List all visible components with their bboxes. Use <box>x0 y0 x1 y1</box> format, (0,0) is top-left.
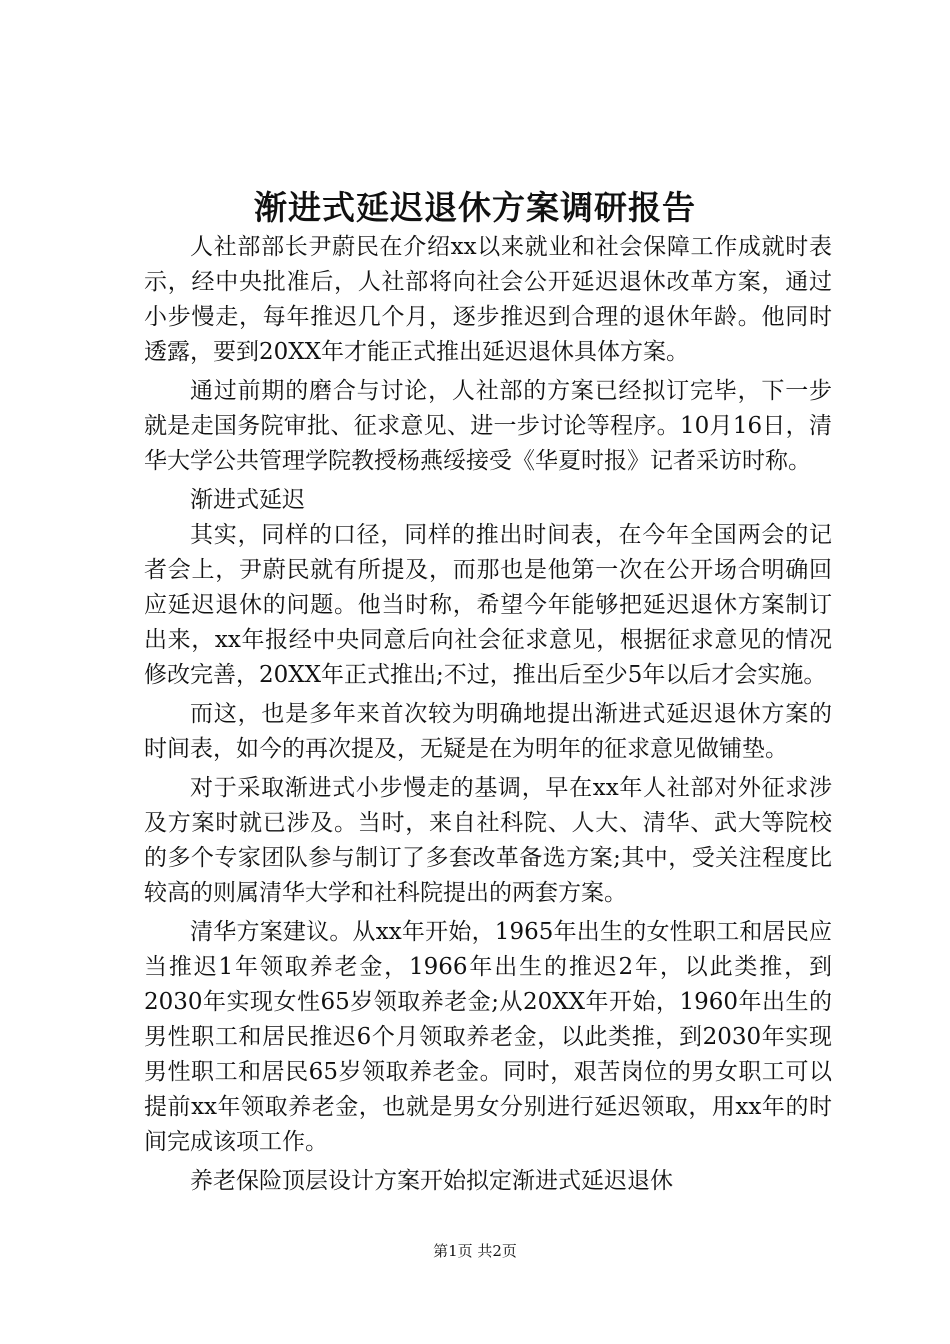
paragraph-progress: 通过前期的磨合与讨论，人社部的方案已经拟订完毕，下一步就是走国务院审批、征求意见、进一步讨论等程序。10月16日，清华大学公共管理学院教授杨燕绥接受《华夏时报》记者采访时称。 <box>144 378 832 474</box>
document-title: 渐进式延迟退休方案调研报告 <box>254 188 696 227</box>
page-number: 第1页 共2页 <box>433 1242 517 1260</box>
paragraph-tsinghua-plan: 清华方案建议。从xx年开始，1965年出生的女性职工和居民应当推迟1年领取养老金，1966年出生的推迟2年，以此类推，到2030年实现女性65岁领取养老金;从20XX年开始，1960年出生的男性职工和居民推迟6个月领取养老金，以此类推，到2030年实现男性职工和居民65岁领取养老金。同时，艰苦岗位的男女职工可以提前xx年领取养老金，也就是男女分别进行延迟领取，用xx年的时间完成该项工作。 <box>144 919 832 1155</box>
section-heading-gradual-delay: 渐进式延迟 <box>190 487 305 513</box>
paragraph-intro: 人社部部长尹蔚民在介绍xx以来就业和社会保障工作成就时表示，经中央批准后，人社部将向社会公开延迟退休改革方案，通过小步慢走，每年推迟几个月，逐步推迟到合理的退休年龄。他同时透露，要到20XX年才能正式推出延迟退休具体方案。 <box>144 234 832 365</box>
paragraph-top-level-design: 养老保险顶层设计方案开始拟定渐进式延迟退休 <box>190 1168 673 1194</box>
paragraph-background: 其实，同样的口径，同样的推出时间表，在今年全国两会的记者会上，尹蔚民就有所提及，而那也是他第一次在公开场合明确回应延迟退休的问题。他当时称，希望今年能够把延迟退休方案制订出来，xx年报经中央同意后向社会征求意见，根据征求意见的情况修改完善，20XX年正式推出;不过，推出后至少5年以后才会实施。 <box>144 522 832 688</box>
paragraph-expert-plans: 对于采取渐进式小步慢走的基调，早在xx年人社部对外征求涉及方案时就已涉及。当时，来自社科院、人大、清华、武大等院校的多个专家团队参与制订了多套改革备选方案;其中，受关注程度比较高的则属清华大学和社科院提出的两套方案。 <box>144 775 832 906</box>
document-body <box>144 230 832 1203</box>
paragraph-timeline: 而这，也是多年来首次较为明确地提出渐进式延迟退休方案的时间表，如今的再次提及，无疑是在为明年的征求意见做铺垫。 <box>144 701 832 762</box>
